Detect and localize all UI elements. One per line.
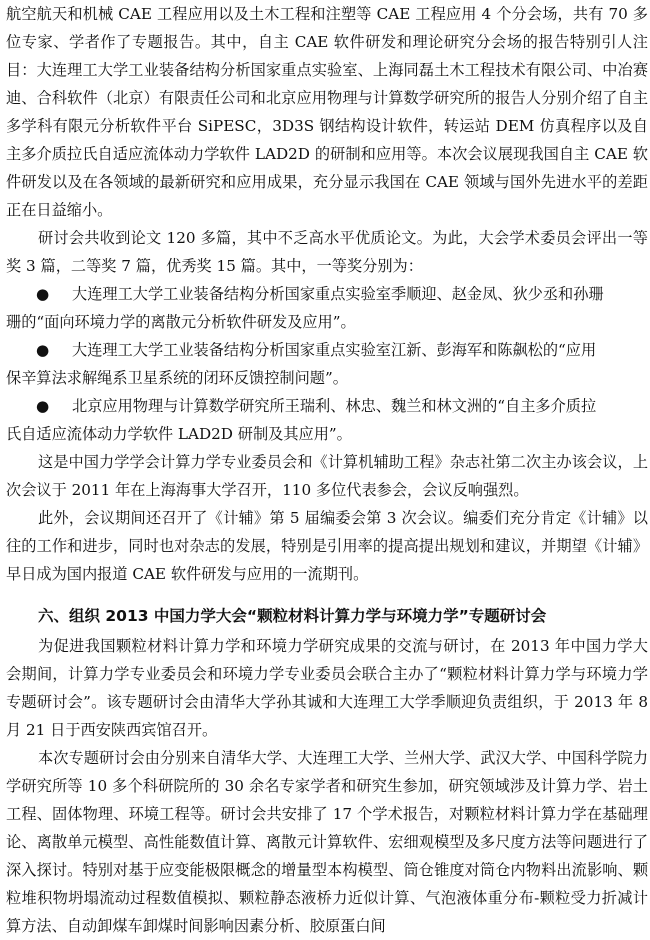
award-item-text: 大连理工大学工业装备结构分析国家重点实验室江新、彭海军和陈飙松的“应用 — [72, 341, 597, 359]
paragraph-papers-awards: 研讨会共收到论文 120 多篇，其中不乏高水平优质论文。为此，大会学术委员会评出一等奖 3 篇，二等奖 7 篇，优秀奖 15 篇。其中，一等奖分别为： — [6, 229, 648, 275]
award-item-text-continued: 保辛算法求解绳系卫星系统的闭环反馈控制问题”。 — [6, 369, 348, 387]
award-list-item — [6, 280, 648, 336]
paragraph-editorial-meeting: 此外，会议期间还召开了《计辅》第 5 届编委会第 3 次会议。编委们充分肯定《计辅》以往的工作和进步，同时也对杂志的发展，特别是引用率的提高提出规划和建议，并期望《计辅》早日成为国内报道 CAE 软件研发与应用的一流期刊。 — [6, 509, 648, 583]
bullet-icon: ● — [36, 285, 50, 303]
paragraph-symposium-intro: 为促进我国颗粒材料计算力学和环境力学研究成果的交流与研讨，在 2013 年中国力学大会期间，计算力学专业委员会和环境力学专业委员会联合主办了“颗粒材料计算力学与环境力学专题研讨会”。该专题研讨会由清华大学孙其诚和大连理工大学季顺迎负责组织，于 2013 年 8 月 21 日于西安陕西宾馆召开。 — [6, 637, 648, 739]
award-item-text: 北京应用物理与计算数学研究所王瑞利、林忠、魏兰和林文洲的“自主多介质拉 — [72, 397, 597, 415]
paragraph-cae-sessions: 航空航天和机械 CAE 工程应用以及土木工程和注塑等 CAE 工程应用 4 个分会场，共有 70 多位专家、学者作了专题报告。其中，自主 CAE 软件研发和理论研究分会场的报告特别引人注目：大连理工大学工业装备结构分析国家重点实验室、上海同磊土木工程技术有限公司、中冶赛迪、合科软件（北京）有限责任公司和北京应用物理与计算数学研究所的报告人分别介绍了自主多学科有限元分析软件平台 SiPESC，3D3S 钢结构设计软件，转运站 DEM 仿真程序以及自主多介质拉氏自适应流体动力学软件 LAD2D 的研制和应用等。本次会议展现我国自主 CAE 软件研发以及在各领域的最新研究和应用成果，充分显示我国在 CAE 领域与国外先进水平的差距正在日益缩小。 — [6, 5, 648, 219]
bullet-icon: ● — [36, 397, 50, 415]
award-list-item — [6, 336, 648, 392]
paragraph-symposium-details: 本次专题研讨会由分别来自清华大学、大连理工大学、兰州大学、武汉大学、中国科学院力学研究所等 10 多个科研院所的 30 余名专家学者和研究生参加，研究领域涉及计算力学、岩土工程、固体物理、环境工程等。研讨会共安排了 17 个学术报告，对颗粒材料计算力学在基础理论、离散单元模型、高性能数值计算、离散元计算软件、宏细观模型及多尺度方法等问题进行了深入探讨。特别对基于应变能极限概念的增量型本构模型、筒仓锥度对筒仓内物料出流影响、颗粒堆积物坍塌流动过程数值模拟、颗粒静态液桥力近似计算、气泡液体重分布-颗粒受力折减计算方法、自动卸煤车卸煤时间影响因素分析、胶原蛋白间 — [6, 749, 648, 935]
award-list-item — [6, 392, 648, 448]
award-item-text-continued: 氏自适应流体动力学软件 LAD2D 研制及其应用”。 — [6, 425, 352, 443]
bullet-icon: ● — [36, 341, 50, 359]
section-heading: 六、组织 2013 中国力学大会“颗粒材料计算力学与环境力学”专题研讨会 — [38, 607, 547, 625]
award-item-text: 大连理工大学工业装备结构分析国家重点实验室季顺迎、赵金凤、狄少丞和孙珊 — [72, 285, 604, 303]
award-item-text-continued: 珊的“面向环境力学的离散元分析软件研发及应用”。 — [6, 313, 356, 331]
paragraph-second-conference: 这是中国力学学会计算力学专业委员会和《计算机辅助工程》杂志社第二次主办该会议，上次会议于 2011 年在上海海事大学召开，110 多位代表参会，会议反响强烈。 — [6, 453, 648, 499]
